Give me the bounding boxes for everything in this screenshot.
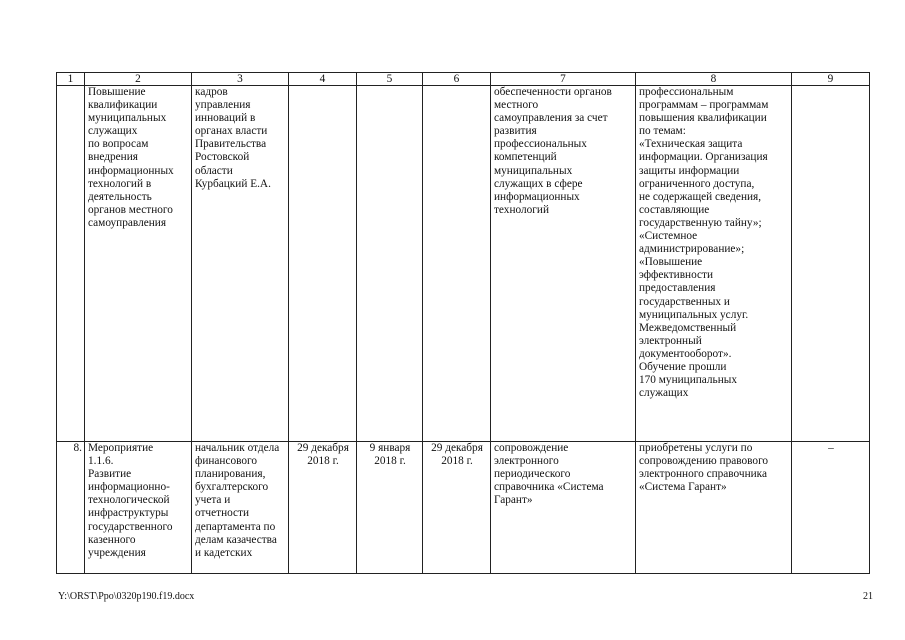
responsible-person-cell: кадров управления инноваций в органах власти Правительства Ростовской области Курбацкий Е.А. (192, 86, 289, 442)
start-date-cell: 9 января 2018 г. (357, 442, 423, 574)
column-number: 7 (491, 73, 636, 86)
column-number: 3 (192, 73, 289, 86)
notes-cell: – (792, 442, 870, 574)
planned-date-cell: 29 декабря 2018 г. (289, 442, 357, 574)
column-number: 6 (423, 73, 491, 86)
expected-result-cell: сопровождение электронного периодического справочника «Система Гарант» (491, 442, 636, 574)
row-number-cell: 8. (57, 442, 85, 574)
column-number: 4 (289, 73, 357, 86)
footer-page-number: 21 (863, 591, 873, 602)
column-number-row (57, 73, 870, 86)
plan-table (56, 72, 870, 574)
activity-name-cell: Мероприятие 1.1.6. Развитие информационно- технологической инфраструктуры государственного казенного учреждения (85, 442, 192, 574)
expected-result-cell: обеспеченности органов местного самоуправления за счет развития профессиональных компетенций муниципальных служащих в сфере информационных технологий (491, 86, 636, 442)
start-date-cell (357, 86, 423, 442)
column-number: 8 (636, 73, 792, 86)
column-number: 9 (792, 73, 870, 86)
responsible-person-cell: начальник отдела финансового планирования, бухгалтерского учета и отчетности департамента по делам казачества и кадетских (192, 442, 289, 574)
actual-result-cell: приобретены услуги по сопровождению правового электронного справочника «Система Гарант» (636, 442, 792, 574)
planned-date-cell (289, 86, 357, 442)
table-row (57, 442, 870, 574)
table-row (57, 86, 870, 442)
activity-name-cell: Повышение квалификации муниципальных служащих по вопросам внедрения информационных технологий в деятельность органов местного самоуправления (85, 86, 192, 442)
row-number-cell (57, 86, 85, 442)
end-date-cell (423, 86, 491, 442)
end-date-cell: 29 декабря 2018 г. (423, 442, 491, 574)
notes-cell (792, 86, 870, 442)
column-number: 2 (85, 73, 192, 86)
footer-file-path: Y:\ORST\Ppo\0320p190.f19.docx (58, 591, 195, 602)
column-number: 1 (57, 73, 85, 86)
column-number: 5 (357, 73, 423, 86)
actual-result-cell: профессиональным программам – программам повышения квалификации по темам: «Техническая защита информации. Организация защиты информации ограниченного доступа, не содержащей сведения, составляющие государственную тайну»; «Системное администрирование»; «Повышение эффективности предоставления государственных и муниципальных услуг. Межведомственный электронный документооборот». Обучение прошли 170 муниципальных служащих (636, 86, 792, 442)
